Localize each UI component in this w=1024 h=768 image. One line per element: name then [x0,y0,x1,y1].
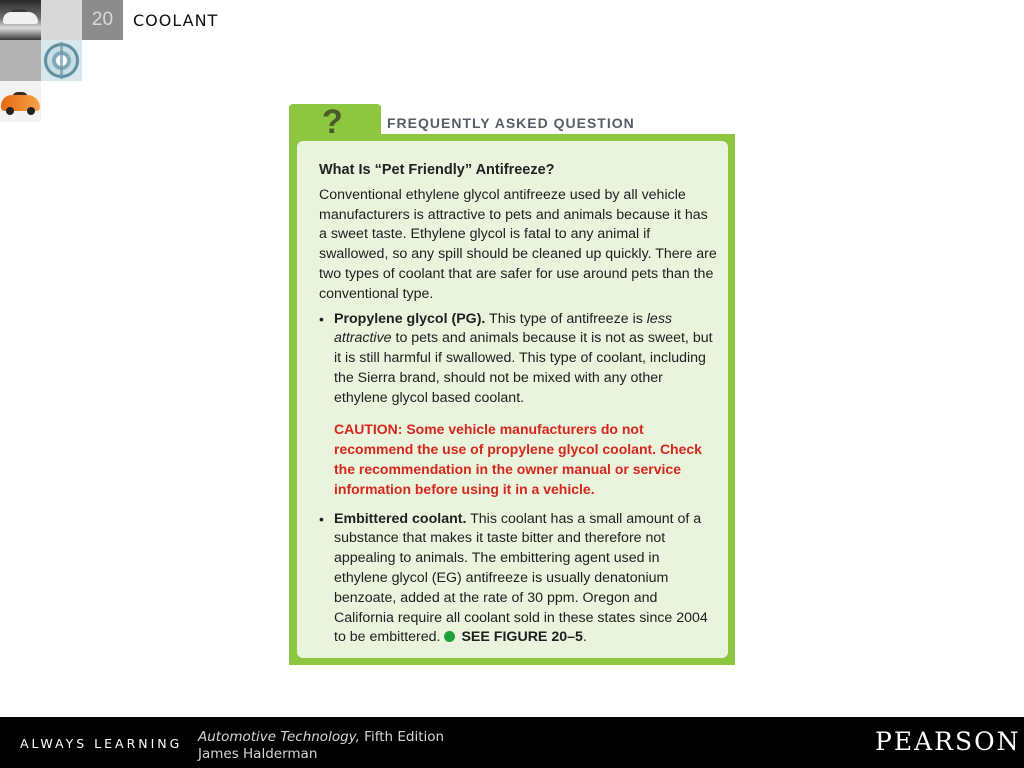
book-title [198,729,444,745]
faq-heading: FREQUENTLY ASKED QUESTION [387,114,639,131]
wheel-shape [27,107,35,115]
faq-body [319,161,717,648]
faq-question: What Is “Pet Friendly” Antifreeze? [319,162,555,178]
faq-intro: Conventional ethylene glycol antifreeze used by all vehicle manufacturers is attractive to pets and animals because it has a sweet taste. Ethylene glycol is fatal to any animal if swallowed, so any spill should be cleaned up quickly. There are two types of coolant that are safer for use around pets than the conventional type. [319,186,717,302]
fan-thumbnail [41,40,82,81]
grey-tile-lower [0,40,41,81]
bullet-propylene-glycol [319,310,717,409]
caution-note: CAUTION: Some vehicle manufacturers do not recommend the use of propylene glycol coolant. Check the recommendation in the owner manual or service information before using it in a vehicle. [334,420,702,497]
fan-blade-shape [60,42,63,79]
chapter-number-box: 20 [82,0,123,40]
footer-tagline: ALWAYS LEARNING [20,736,183,751]
faq-frame [289,134,735,665]
figure-reference-end: . [582,629,587,646]
grey-tile [41,0,82,40]
wheel-shape [6,107,14,115]
faq-box [289,104,735,665]
faq-tab [289,104,381,140]
figure-dot-icon [444,631,455,642]
faq-panel [297,141,728,658]
figure-reference[interactable]: SEE FIGURE 20–5 [461,629,583,646]
publisher-logo: PEARSON [875,727,1021,756]
bullet-dot: • [319,510,324,527]
bullet-text: This coolant has a small amount of a substance that makes it taste bitter and therefore not appealing to animals. The embittering agent used in ethylene glycol (EG) antifreeze is usually denatonium benzoate, added at the rate of 30 ppm. Oregon and California require all coolant sold in these states since 2004 to be embittered. [334,510,708,646]
bullet-text: to pets and animals because it is not as sweet, but it is still harmful if swallowed. This type of coolant, including the Sierra brand, should not be mixed with any other ethylene glycol based coolant. [334,330,713,406]
bullet-label: Propylene glycol (PG). [334,310,486,327]
bullet-emphasis: less attractive [334,310,673,347]
bullet-dot: • [319,310,324,327]
bullet-text: This type of antifreeze is [485,310,647,327]
book-title-italic: Automotive Technology, [198,729,360,745]
book-edition: Fifth Edition [359,729,445,745]
car-thumbnail-silver [0,0,41,40]
bullet-embittered-coolant [319,510,717,649]
car-body-shape [3,12,38,24]
bullet-label: Embittered coolant. [334,510,467,527]
footer-bar [0,717,1024,768]
car-thumbnail-orange [0,81,41,122]
question-mark-icon: ? [322,103,343,141]
book-author: James Halderman [198,746,318,762]
chapter-title: COOLANT [133,11,219,30]
